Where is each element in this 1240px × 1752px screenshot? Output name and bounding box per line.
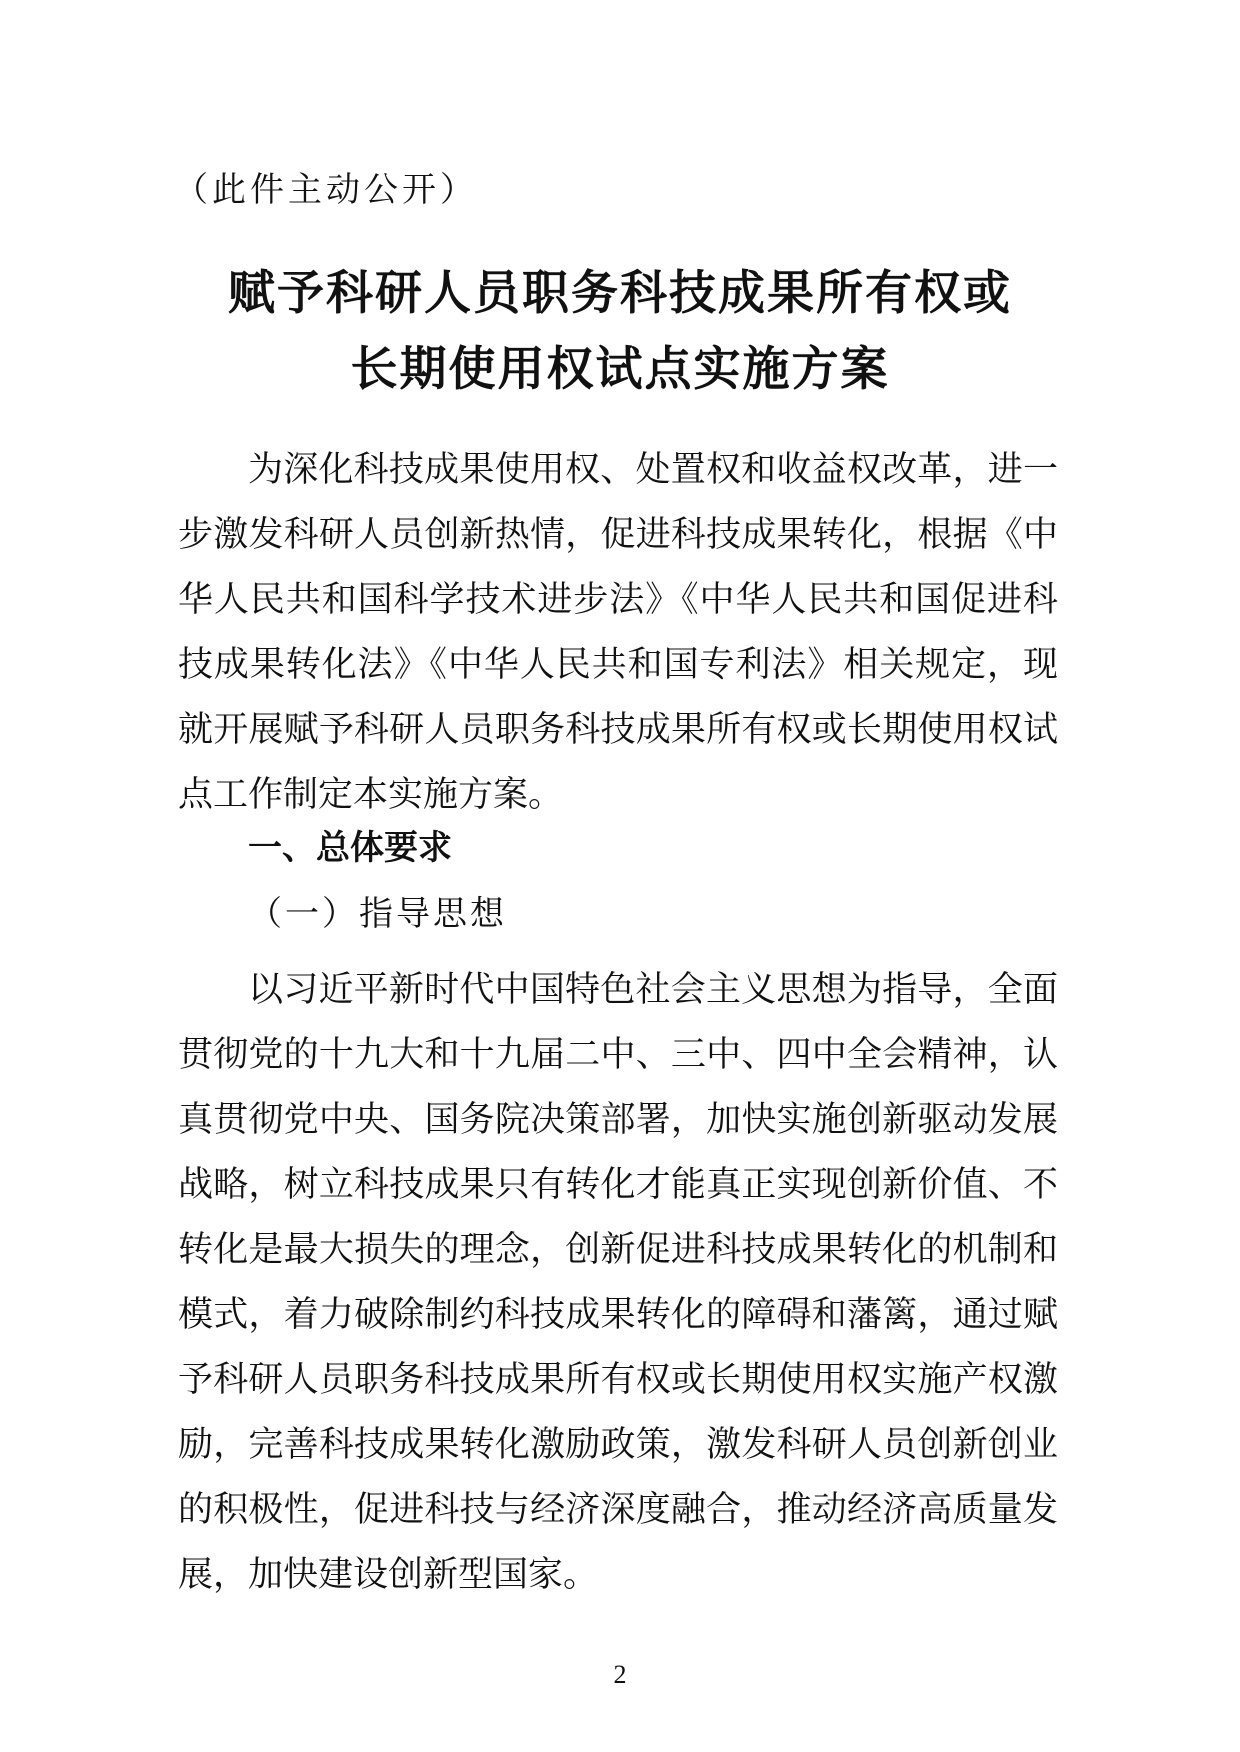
- page-number: 2: [613, 1660, 627, 1689]
- document-title-line-2: 长期使用权试点实施方案: [350, 342, 890, 397]
- intro-paragraph: 为深化科技成果使用权、处置权和收益权改革，进一步激发科研人员创新热情，促进科技成果转化，根据《中华人民共和国科学技术进步法》《中华人民共和国促进科技成果转化法》《中华人民共和国专利法》相关规定，现就开展赋予科研人员职务科技成果所有权或长期使用权试点工作制定本实施方案。: [178, 450, 1058, 815]
- subsection-heading: （一）指导思想: [248, 894, 507, 934]
- section-heading: 一、总体要求: [248, 828, 452, 868]
- guiding-paragraph: 以习近平新时代中国特色社会主义思想为指导，全面贯彻党的十九大和十九届二中、三中、四中全会精神，认真贯彻党中央、国务院决策部署，加快实施创新驱动发展战略，树立科技成果只有转化才能真正实现创新价值、不转化是最大损失的理念，创新促进科技成果转化的机制和模式，着力破除制约科技成果转化的障碍和藩篱，通过赋予科研人员职务科技成果所有权或长期使用权实施产权激励，完善科技成果转化激励政策，激发科研人员创新创业的积极性，促进科技与经济深度融合，推动经济高质量发展，加快建设创新型国家。: [178, 970, 1058, 1595]
- intro-paragraph-block: [178, 438, 1058, 828]
- guiding-paragraph-block: [178, 958, 1058, 1608]
- disclosure-note: （此件主动公开）: [174, 170, 478, 210]
- document-title-line-1: 赋予科研人员职务科技成果所有权或: [228, 266, 1012, 321]
